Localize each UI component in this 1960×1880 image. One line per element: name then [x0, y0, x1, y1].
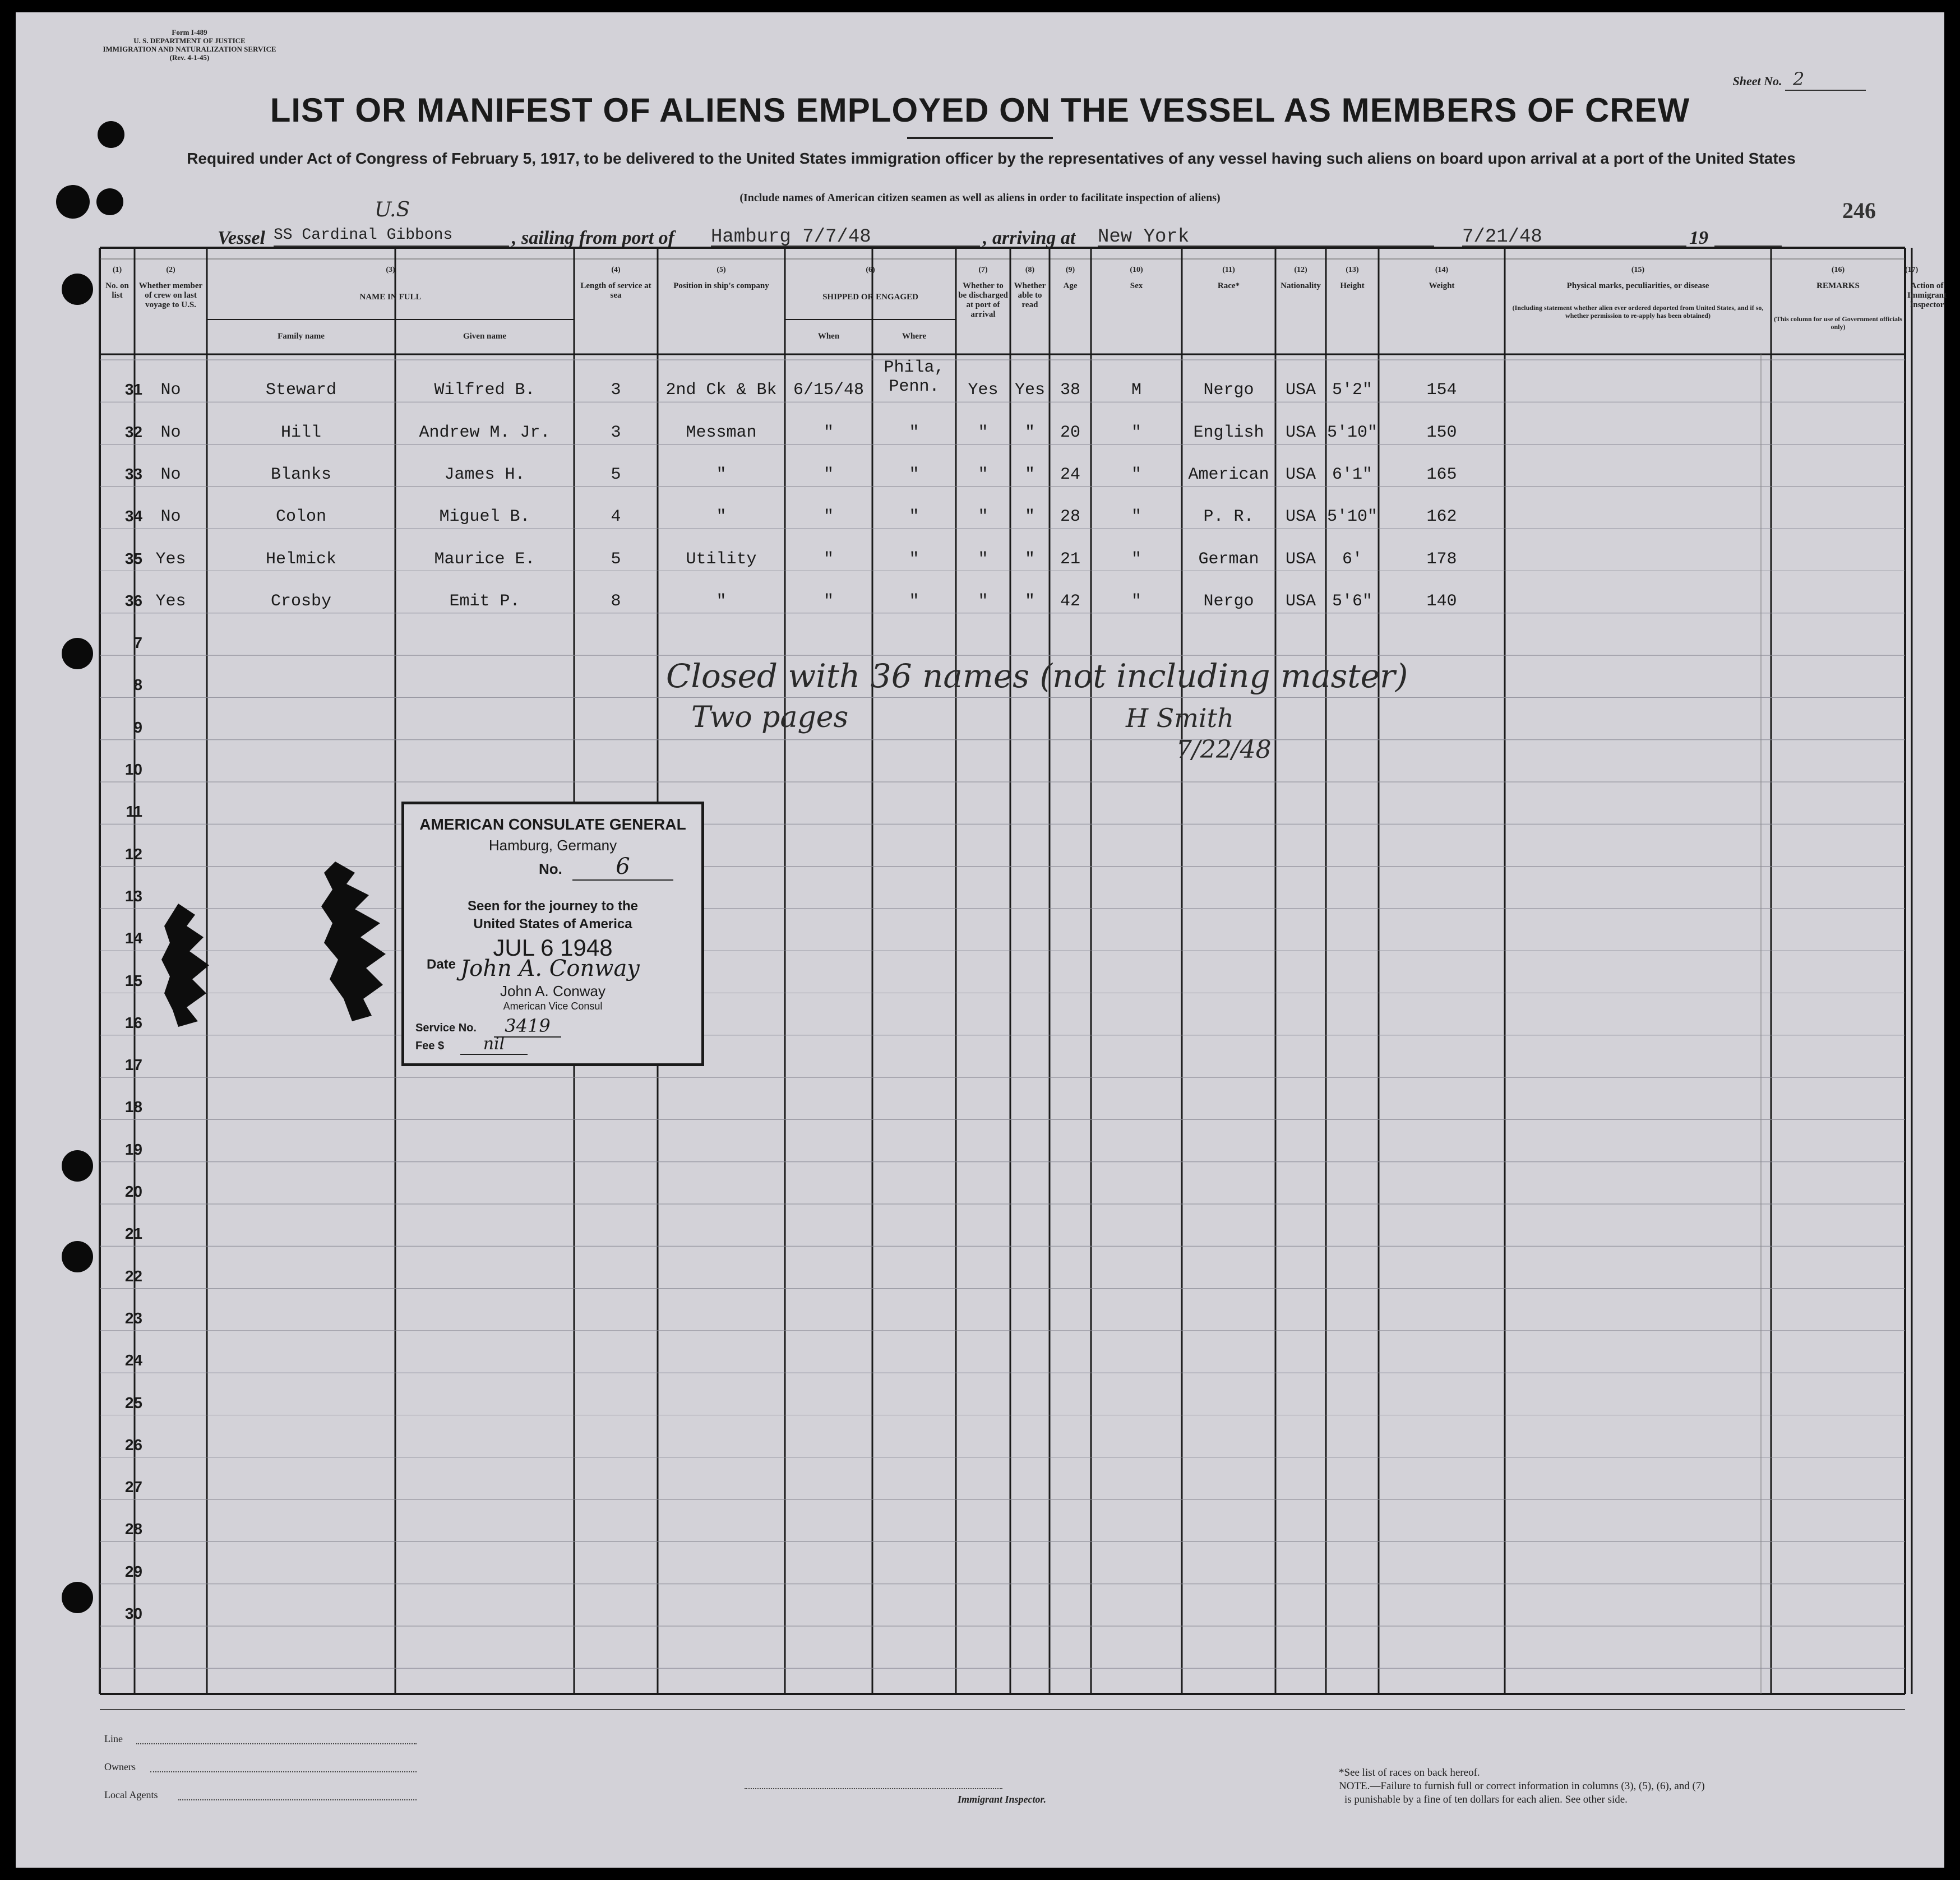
year-field [1714, 226, 1782, 247]
stamp-service-value: 3419 [494, 1015, 561, 1038]
cell-given: Emit P. [449, 591, 520, 611]
cell-nationality: USA [1285, 549, 1316, 569]
stamp-seen-line2: United States of America [473, 916, 632, 932]
cell-read: " [1024, 507, 1035, 527]
form-department: U. S. DEPARTMENT OF JUSTICE [133, 36, 246, 45]
column-header: Race* [1217, 281, 1240, 290]
year-label: 19 [1689, 228, 1708, 248]
cell-race: American [1188, 465, 1269, 484]
cell-where: " [909, 591, 919, 611]
form-info [100, 28, 279, 62]
cell-weight: 162 [1426, 507, 1457, 527]
cell-read: " [1024, 549, 1035, 569]
column-number: (13) [1346, 266, 1359, 274]
binder-hole [98, 121, 124, 148]
cell-where: " [909, 465, 919, 484]
cell-nationality: USA [1285, 423, 1316, 442]
column-header: Weight [1429, 281, 1455, 290]
ink-blot-left [156, 898, 229, 1032]
cell-height: 5'10" [1326, 507, 1377, 527]
cell-crew: No [160, 381, 181, 400]
cell-race: German [1198, 549, 1259, 569]
title-underline [907, 137, 1053, 139]
cell-height: 6'1" [1332, 465, 1372, 484]
cell-read: " [1024, 423, 1035, 442]
cell-when: " [823, 423, 834, 442]
cell-position: " [716, 591, 727, 611]
stamp-date-label: Date [427, 957, 456, 972]
cell-service: 5 [611, 465, 621, 484]
row-number: 36 [124, 591, 142, 609]
cell-sex: " [1131, 507, 1141, 527]
consulate-stamp [401, 802, 704, 1066]
column-number: (11) [1222, 266, 1235, 274]
column-number: (10) [1130, 266, 1143, 274]
stamp-city: Hamburg, Germany [488, 837, 617, 854]
cell-family: Colon [275, 507, 326, 527]
column-header: No. on list [105, 281, 129, 300]
ink-blot-right [313, 859, 408, 1027]
cell-weight: 165 [1426, 465, 1457, 484]
row-number: 29 [124, 1562, 142, 1580]
subtitle-note: (Include names of American citizen seamen as well as aliens in order to facilitate inspection of aliens) [739, 192, 1221, 204]
stamp-signer-title: American Vice Consul [503, 1001, 603, 1012]
cell-position: Messman [686, 423, 757, 442]
stamp-no-label: No. [539, 860, 562, 877]
row-number: 16 [124, 1013, 142, 1031]
cell-position: Utility [686, 549, 757, 569]
cell-discharged: " [978, 465, 988, 484]
column-number: (8) [1025, 266, 1035, 274]
row-number: 31 [124, 381, 142, 399]
stamp-signature: John A. Conway [460, 956, 640, 981]
vessel-label: Vessel [218, 228, 265, 248]
cell-discharged: Yes [968, 381, 999, 400]
cell-height: 5'10" [1326, 423, 1377, 442]
cell-age: 21 [1060, 549, 1080, 569]
footer-owners-field [150, 1771, 417, 1772]
cell-when: 6/15/48 [793, 381, 865, 400]
stamp-date-value: JUL 6 1948 [493, 934, 613, 961]
cell-discharged: " [978, 507, 988, 527]
cell-nationality: USA [1285, 465, 1316, 484]
cell-when: " [823, 549, 834, 569]
column-header: Whether member of crew on last voyage to U.S. [138, 281, 203, 309]
cell-age: 38 [1060, 381, 1080, 400]
column-number: (12) [1294, 266, 1307, 274]
sailing-port: Hamburg 7/7/48 [711, 226, 980, 247]
remarks-note: (Including statement whether alien ever ordered deported from United States, and if so, whether permission to re-apply has been obtained) [1512, 304, 1764, 319]
sheet-number [1733, 68, 1866, 91]
cell-crew: No [160, 465, 181, 484]
cell-when: " [823, 591, 834, 611]
cell-sex: " [1131, 549, 1141, 569]
cell-age: 24 [1060, 465, 1080, 484]
footer-note-penalty: NOTE.—Failure to furnish full or correct information in columns (3), (5), (6), and (7) [1339, 1780, 1705, 1792]
cell-service: 3 [611, 423, 621, 442]
cell-sex: M [1131, 381, 1141, 400]
row-number: 15 [124, 971, 142, 989]
cell-nationality: USA [1285, 507, 1316, 527]
cell-crew: Yes [155, 591, 186, 611]
footer-note-penalty-cont: is punishable by a fine of ten dollars for each alien. See other side. [1344, 1794, 1628, 1805]
column-number: (5) [716, 266, 726, 274]
column-header: REMARKS [1816, 281, 1860, 290]
column-number: (4) [611, 266, 621, 274]
cell-read: " [1024, 591, 1035, 611]
column-header: Whether to be discharged at port of arrival [958, 281, 1008, 319]
row-number: 12 [124, 845, 142, 863]
cell-height: 5'6" [1332, 591, 1372, 611]
footer-note-races: *See list of races on back hereof. [1339, 1767, 1480, 1779]
cell-service: 4 [611, 507, 621, 527]
cell-nationality: USA [1285, 381, 1316, 400]
cell-given: Maurice E. [434, 549, 535, 569]
row-number: 34 [124, 507, 142, 525]
cell-weight: 140 [1426, 591, 1457, 611]
column-number: (17) [1905, 266, 1919, 274]
binder-hole [62, 1241, 93, 1272]
column-number: (16) [1831, 266, 1845, 274]
cell-height: 5'2" [1332, 381, 1372, 400]
stamp-service-label: Service No. [415, 1022, 477, 1034]
row-number: 21 [124, 1225, 142, 1243]
column-header: Length of service at sea [580, 281, 651, 300]
cell-family: Blanks [270, 465, 332, 484]
row-number: 25 [124, 1393, 142, 1411]
arriving-label: , arriving at [983, 228, 1076, 248]
signature-date: 7/22/48 [1176, 735, 1272, 764]
cell-service: 5 [611, 549, 621, 569]
cell-weight: 154 [1426, 381, 1457, 400]
stamp-number: 246 [1842, 198, 1876, 223]
inspector-signature-field [745, 1788, 1002, 1789]
column-header: Whether able to read [1014, 281, 1046, 309]
row-number: 10 [124, 761, 142, 778]
row-number: 13 [124, 887, 142, 905]
row-number: 24 [124, 1351, 142, 1369]
cell-given: Miguel B. [439, 507, 530, 527]
cell-read: " [1024, 465, 1035, 484]
row-number: 22 [124, 1267, 142, 1285]
footer-agents-label: Local Agents [104, 1789, 158, 1800]
cell-given: Wilfred B. [434, 381, 535, 400]
column-number: (6) [866, 266, 875, 274]
stamp-seen-line1: Seen for the journey to the [467, 899, 639, 914]
cell-read: Yes [1014, 381, 1045, 400]
binder-hole [56, 185, 90, 219]
row-number: 33 [124, 465, 142, 483]
cell-discharged: " [978, 591, 988, 611]
cell-race: P. R. [1203, 507, 1254, 527]
cell-age: 28 [1060, 507, 1080, 527]
cell-crew: No [160, 507, 181, 527]
page-title: LIST OR MANIFEST OF ALIENS EMPLOYED ON THE VESSEL AS MEMBERS OF CREW [270, 91, 1690, 129]
row-number: 32 [124, 423, 142, 441]
binder-hole [62, 1150, 93, 1182]
footer-line-field [136, 1743, 417, 1744]
binder-hole [62, 638, 93, 669]
row-number: 28 [124, 1520, 142, 1538]
when-subheader: When [817, 332, 840, 341]
arrival-date: 7/21/48 [1462, 226, 1686, 247]
cell-sex: " [1131, 465, 1141, 484]
cell-where: Phila, Penn. [884, 358, 945, 397]
cell-where: " [909, 549, 919, 569]
binder-hole [96, 188, 123, 215]
action-note: (This column for use of Government officials only) [1773, 315, 1903, 331]
stamp-title: AMERICAN CONSULATE GENERAL [419, 816, 686, 833]
cell-family: Steward [265, 381, 337, 400]
cell-age: 42 [1060, 591, 1080, 611]
sailing-label: , sailing from port of [512, 228, 674, 248]
cell-race: English [1193, 423, 1264, 442]
row-number: 23 [124, 1309, 142, 1327]
vessel-name: SS Cardinal Gibbons [274, 226, 509, 247]
column-header: Height [1340, 281, 1365, 290]
manifest-page [16, 12, 1947, 1868]
footer-agents-field [178, 1799, 417, 1800]
row-number: 17 [124, 1056, 142, 1074]
row-number: 19 [124, 1140, 142, 1158]
vessel-handwritten-note: U.S [375, 198, 410, 221]
cell-sex: " [1131, 423, 1141, 442]
row-number: 30 [124, 1605, 142, 1622]
cell-weight: 178 [1426, 549, 1457, 569]
cell-crew: Yes [155, 549, 186, 569]
cell-nationality: USA [1285, 591, 1316, 611]
closing-note: Closed with 36 names (not including master) [666, 657, 1408, 695]
form-revision: (Rev. 4-1-45) [169, 53, 210, 62]
column-header: Nationality [1281, 281, 1321, 290]
footer-line-label: Line [104, 1733, 123, 1744]
form-service: IMMIGRATION AND NATURALIZATION SERVICE [103, 45, 276, 53]
column-number: (7) [978, 266, 988, 274]
cell-family: Crosby [270, 591, 332, 611]
row-number: 20 [124, 1183, 142, 1200]
cell-race: Nergo [1203, 591, 1254, 611]
cell-sex: " [1131, 591, 1141, 611]
cell-when: " [823, 507, 834, 527]
column-number: (2) [166, 266, 175, 274]
cell-age: 20 [1060, 423, 1080, 442]
column-header: Action of Immigrant Inspector [1907, 281, 1947, 309]
row-number: 9 [133, 718, 142, 736]
cell-crew: No [160, 423, 181, 442]
cell-position: " [716, 507, 727, 527]
column-number: (9) [1065, 266, 1075, 274]
cell-position: 2nd Ck & Bk [665, 381, 777, 400]
cell-given: Andrew M. Jr. [419, 423, 551, 442]
vessel-line [218, 219, 1804, 252]
cell-service: 8 [611, 591, 621, 611]
binder-hole [62, 274, 93, 305]
sheet-value: 2 [1785, 68, 1866, 91]
cell-position: " [716, 465, 727, 484]
row-number: 8 [133, 676, 142, 694]
column-number: (15) [1631, 266, 1645, 274]
cell-when: " [823, 465, 834, 484]
row-number: 35 [124, 549, 142, 567]
cell-discharged: " [978, 549, 988, 569]
form-number: Form I-489 [172, 28, 207, 36]
column-header: Physical marks, peculiarities, or disease [1566, 281, 1709, 290]
cell-family: Hill [280, 423, 321, 442]
where-subheader: Where [902, 332, 927, 341]
column-number: (3) [386, 266, 395, 274]
column-header: Age [1063, 281, 1078, 290]
column-header: SHIPPED OR ENGAGED [822, 293, 918, 302]
stamp-fee-value: nil [460, 1034, 528, 1055]
row-number: 14 [124, 929, 142, 947]
row-number: 27 [124, 1478, 142, 1496]
row-number: 7 [133, 634, 142, 652]
row-number: 11 [126, 803, 142, 821]
cell-weight: 150 [1426, 423, 1457, 442]
cell-height: 6' [1342, 549, 1362, 569]
binder-hole [62, 1582, 93, 1613]
given-name-subheader: Given name [463, 332, 507, 341]
cell-race: Nergo [1203, 381, 1254, 400]
cell-discharged: " [978, 423, 988, 442]
row-number: 26 [124, 1436, 142, 1453]
stamp-signer-name: John A. Conway [500, 983, 605, 999]
column-number: (14) [1435, 266, 1449, 274]
row-number: 18 [124, 1098, 142, 1116]
cell-where: " [909, 507, 919, 527]
stamp-no-value: 6 [572, 854, 673, 881]
column-header: NAME IN FULL [359, 293, 422, 302]
cell-where: " [909, 423, 919, 442]
sheet-label: Sheet No. [1732, 74, 1782, 88]
column-header: Position in ship's company [673, 281, 769, 290]
cell-family: Helmick [265, 549, 337, 569]
inspector-label: Immigrant Inspector. [958, 1794, 1047, 1805]
family-name-subheader: Family name [278, 332, 325, 341]
inspector-signature: H Smith [1126, 703, 1234, 733]
arriving-port: New York [1098, 226, 1434, 247]
cell-service: 3 [611, 381, 621, 400]
cell-given: James H. [444, 465, 525, 484]
column-number: (1) [112, 266, 122, 274]
pages-note: Two pages [691, 701, 849, 734]
subtitle: Required under Act of Congress of February 5, 1917, to be delivered to the United States immigration officer by the representatives of any vessel having such aliens on board upon arrival at a port of the United States [187, 150, 1796, 167]
column-header: Sex [1130, 281, 1143, 290]
stamp-fee-label: Fee $ [415, 1040, 445, 1052]
footer-owners-label: Owners [104, 1761, 136, 1772]
